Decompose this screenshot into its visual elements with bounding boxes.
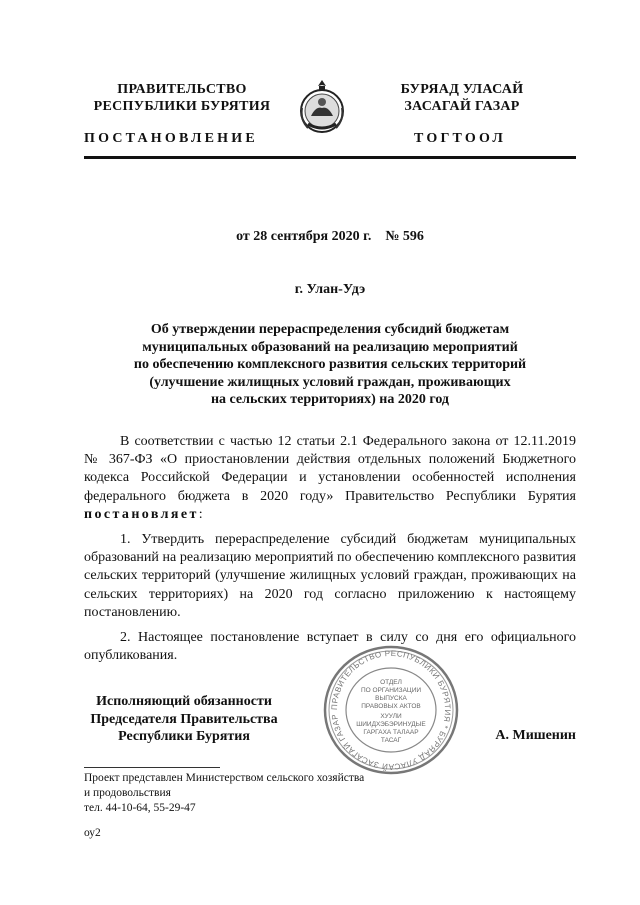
- footer-note: [84, 771, 484, 816]
- header-left-line1: ПРАВИТЕЛЬСТВО: [117, 82, 247, 97]
- coat-of-arms: [296, 78, 348, 138]
- stamp-inner-line: ПРАВОВЫХ АКТОВ: [361, 703, 421, 710]
- header-left: [84, 81, 280, 115]
- clause-1: [84, 531, 576, 622]
- footer-line3: тел. 44-10-64, 55-29-47: [84, 802, 196, 814]
- document-title: [84, 321, 576, 409]
- emblem-icon: [296, 78, 348, 138]
- stamp-inner-line: ОТДЕЛ: [380, 679, 402, 686]
- signatory-line3: Республики Бурятия: [118, 729, 250, 744]
- stamp-inner-line: ГАРГАХА ТАЛААР: [363, 729, 419, 736]
- stamp-inner-line: ХУУЛИ: [380, 713, 402, 720]
- stamp-seal-icon: [321, 644, 461, 776]
- signatory-position: [84, 693, 284, 746]
- doc-type-right: ТОГТООЛ: [414, 131, 507, 146]
- signatory-name: А. Мишенин: [495, 728, 576, 743]
- stamp-inner-line: ПО ОРГАНИЗАЦИИ: [360, 687, 422, 694]
- footer-line2: и продовольствия: [84, 787, 171, 799]
- city: г. Улан-Удэ: [294, 282, 366, 297]
- signatory-line1: Исполняющий обязанности: [96, 694, 272, 709]
- header-rule: [84, 156, 576, 159]
- stamp-inner-line: ВЫПУСКА: [375, 695, 407, 702]
- title-line: (улучшение жилищных условий граждан, проживающих: [149, 374, 511, 390]
- preamble-colon: :: [198, 506, 203, 522]
- date-number: от 28 сентября 2020 г. № 596: [236, 229, 424, 244]
- preamble-text: В соответствии с частью 12 статьи 2.1 Федерального закона от 12.11.2019 № 367-ФЗ «О приостановлении действия отдельных положений Бюджетного кодекса Российской Федерации и установлении особенностей исполнения федерального бюджета в 2020 году» Правительство Республики Бурятия: [84, 434, 576, 504]
- doc-type-left: ПОСТАНОВЛЕНИЕ: [84, 131, 258, 146]
- official-stamp: [321, 644, 461, 776]
- title-line: по обеспечению комплексного развития сельских территорий: [133, 357, 527, 372]
- preamble-decree-word: постановляет: [84, 506, 199, 522]
- title-line: муниципальных образований на реализацию мероприятий: [142, 339, 518, 355]
- title-line: на сельских территориях) на 2020 год: [210, 392, 450, 407]
- header-right-line1: БУРЯАД УЛАСАЙ: [400, 82, 524, 97]
- stamp-inner-line: ТАСАГ: [380, 737, 402, 744]
- footer-rule: [84, 767, 220, 768]
- footer-code: оу2: [84, 827, 101, 839]
- footer-line1: Проект представлен Министерством сельского хозяйства: [84, 772, 365, 784]
- clause-2-text: 2. Настоящее постановление вступает в силу со дня его официального опубликования.: [84, 630, 576, 664]
- signatory-line2: Председателя Правительства: [90, 711, 278, 727]
- clause-1-text: 1. Утвердить перераспределение субсидий бюджетам муниципальных образований на реализацию мероприятий по обеспечению комплексного развития сельских территорий (улучшение жилищных условий граждан, проживающих на сельских территориях) на 2020 год согласно приложению к настоящему постановлению.: [84, 532, 576, 620]
- stamp-ring-text: ПРАВИТЕЛЬСТВО РЕСПУБЛИКИ БУРЯТИЯ * БУРЯАД УЛАСАЙ ЗАСАГАЙ ГАЗАР: [329, 648, 453, 772]
- header-left-line2: РЕСПУБЛИКИ БУРЯТИЯ: [93, 99, 271, 114]
- stamp-inner-line: ШИИДХЭБЭРИНУДЫЕ: [356, 721, 426, 728]
- header-right-line2: ЗАСАГАЙ ГАЗАР: [404, 99, 520, 114]
- preamble-paragraph: [84, 433, 576, 524]
- header-right: [388, 81, 536, 115]
- title-line: Об утверждении перераспределения субсидий бюджетам: [150, 322, 510, 337]
